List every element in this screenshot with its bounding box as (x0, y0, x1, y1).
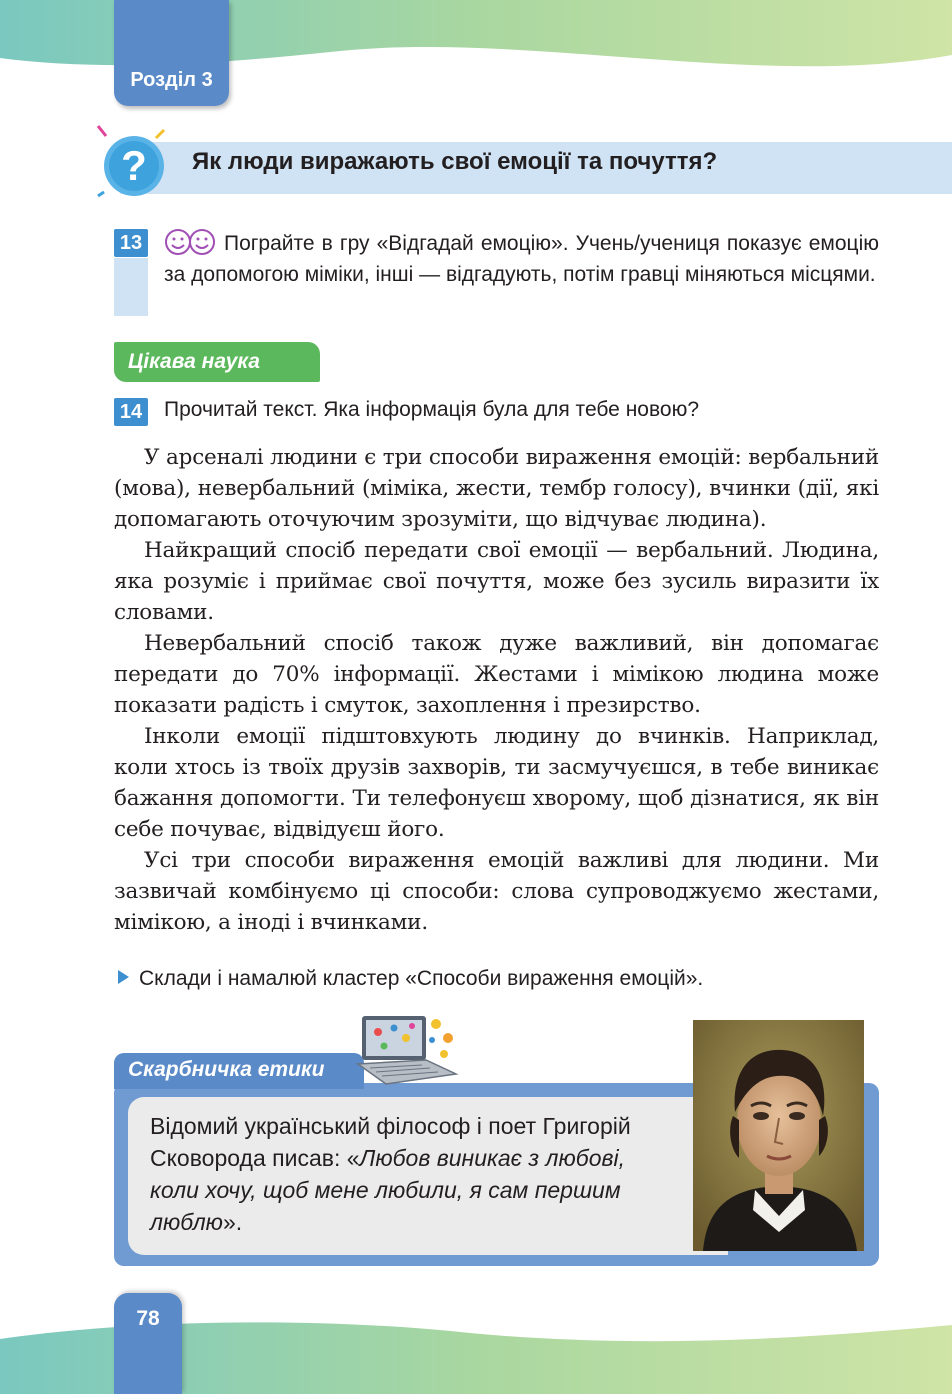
task-number-badge: 13 (114, 229, 148, 257)
article-paragraph: У арсеналі людини є три способи вираження емоцій: вербальний (мова), невербальний (міміка, жести, тембр голосу), вчинки (дії, які допомагають оточуючим зрозуміти, що відчуває людина). (114, 445, 879, 532)
task-side-bar (114, 258, 148, 316)
ethics-outro: ». (222, 1209, 243, 1235)
pair-of-smiling-faces-icon (164, 228, 218, 256)
ethics-text (150, 1110, 675, 1238)
task-number-badge: 14 (114, 398, 148, 426)
triangle-bullet-icon (118, 970, 129, 984)
interesting-science-tag (114, 342, 320, 382)
ethics-tab (114, 1053, 364, 1089)
article-text (114, 442, 879, 938)
page-number-tab (114, 1293, 182, 1394)
skovoroda-portrait-image (693, 1020, 864, 1251)
article-paragraph: Усі три способи вираження емоцій важливі для людини. Ми зазвичай комбінуємо ці способи: слова супроводжуємо жестами, мімікою, а іноді і вчинками. (114, 848, 879, 935)
task-13 (164, 228, 879, 290)
task-13-text: Пограйте в гру «Відгадай емоцію». Учень/учениця показує емоцію за допомогою міміки, інші — відгадують, потім гравці міняються місцями. (164, 232, 879, 286)
task-14-text: Прочитай текст. Яка інформація була для тебе новою? (164, 398, 699, 421)
laptop-with-emoji-icon (356, 1012, 464, 1088)
interesting-science-label: Цікава наука (128, 350, 260, 373)
page-number: 78 (136, 1307, 160, 1330)
ethics-quote: Любов виникає з любові, коли хочу, щоб мене любили, я сам першим люблю (150, 1145, 626, 1235)
article-paragraph: Невербальний спосіб також дуже важливий, він допомагає передати до 70% інформації. Жестами і мімікою людина може показати радість і смуток, захоплення і презирство. (114, 631, 879, 718)
assignment (118, 967, 703, 991)
question-title: Як люди виражають свої емоції та почуття? (192, 148, 718, 175)
assignment-text: Склади і намалюй кластер «Способи вираження емоцій». (139, 967, 704, 990)
question-mark-icon (92, 122, 172, 202)
ethics-intro: Відомий український філософ і поет Григорій Сковорода писав: « (150, 1113, 631, 1171)
article-paragraph: Найкращий спосіб передати свої емоції — вербальний. Людина, яка розуміє і приймає свої почуття, може без зусиль виразити їх словами. (114, 538, 879, 625)
section-tab (114, 0, 229, 106)
ethics-label: Скарбничка етики (128, 1058, 325, 1081)
svg-text:?: ? (121, 142, 147, 189)
article-paragraph: Інколи емоції підштовхують людину до вчинків. Наприклад, коли хтось із твоїх друзів захворів, ти засмучуєшся, в тебе виникає бажання допомогти. Ти телефонуєш хворому, щоб дізнатися, як він себе почуває, відвідуєш його. (114, 724, 879, 842)
section-label: Розділ 3 (130, 69, 213, 91)
